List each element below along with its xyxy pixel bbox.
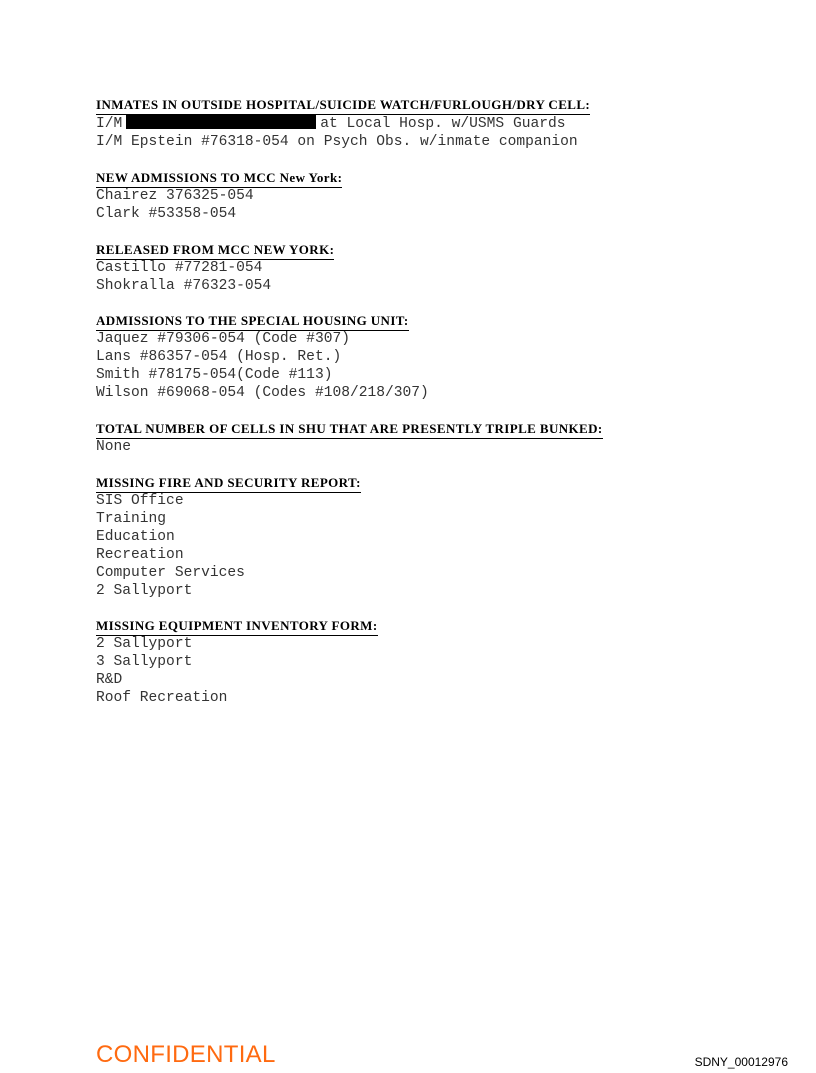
list-item: Wilson #69068-054 (Codes #108/218/307)	[96, 385, 429, 402]
list-item: None	[96, 439, 132, 456]
list-item: Smith #78175-054(Code #113)	[96, 367, 333, 384]
section-triple-bunked	[96, 420, 716, 457]
list-item: 2 Sallyport	[96, 582, 193, 599]
section-heading: RELEASED FROM MCC NEW YORK:	[96, 242, 334, 260]
list-item: 3 Sallyport	[96, 654, 193, 671]
list-item-text: I/M	[96, 116, 123, 132]
list-item: Lans #86357-054 (Hosp. Ret.)	[96, 349, 342, 366]
list-item: Jaquez #79306-054 (Code #307)	[96, 331, 350, 348]
section-released	[96, 241, 716, 296]
section-heading: MISSING EQUIPMENT INVENTORY FORM:	[96, 618, 378, 636]
bates-number: SDNY_00012976	[694, 1055, 788, 1069]
section-heading: MISSING FIRE AND SECURITY REPORT:	[96, 475, 361, 493]
section-heading: ADMISSIONS TO THE SPECIAL HOUSING UNIT:	[96, 313, 409, 331]
confidential-stamp: CONFIDENTIAL	[96, 1041, 276, 1068]
section-new-admissions	[96, 169, 716, 224]
list-item: Shokralla #76323-054	[96, 277, 272, 294]
list-item: R&D	[96, 672, 123, 689]
list-item	[96, 115, 716, 134]
list-item: Computer Services	[96, 564, 245, 581]
section-heading: TOTAL NUMBER OF CELLS IN SHU THAT ARE PRESENTLY TRIPLE BUNKED:	[96, 421, 603, 439]
document-body	[96, 96, 716, 708]
list-item: Recreation	[96, 546, 184, 563]
section-heading: NEW ADMISSIONS TO MCC New York:	[96, 170, 342, 188]
section-heading: INMATES IN OUTSIDE HOSPITAL/SUICIDE WATCH/FURLOUGH/DRY CELL:	[96, 97, 590, 115]
list-item: Education	[96, 528, 175, 545]
section-outside-hospital	[96, 96, 716, 152]
section-shu-admissions	[96, 312, 716, 403]
list-item: Castillo #77281-054	[96, 259, 263, 276]
section-missing-equipment	[96, 617, 716, 708]
list-item: I/M Epstein #76318-054 on Psych Obs. w/inmate companion	[96, 133, 578, 150]
list-item: 2 Sallyport	[96, 636, 193, 653]
list-item-text: at Local Hosp. w/USMS Guards	[320, 116, 566, 132]
list-item: SIS Office	[96, 492, 184, 509]
list-item: Roof Recreation	[96, 690, 228, 707]
list-item: Chairez 376325-054	[96, 187, 254, 204]
section-missing-fire-security	[96, 474, 716, 600]
redaction-bar	[126, 115, 316, 129]
list-item: Training	[96, 510, 167, 527]
list-item: Clark #53358-054	[96, 205, 237, 222]
